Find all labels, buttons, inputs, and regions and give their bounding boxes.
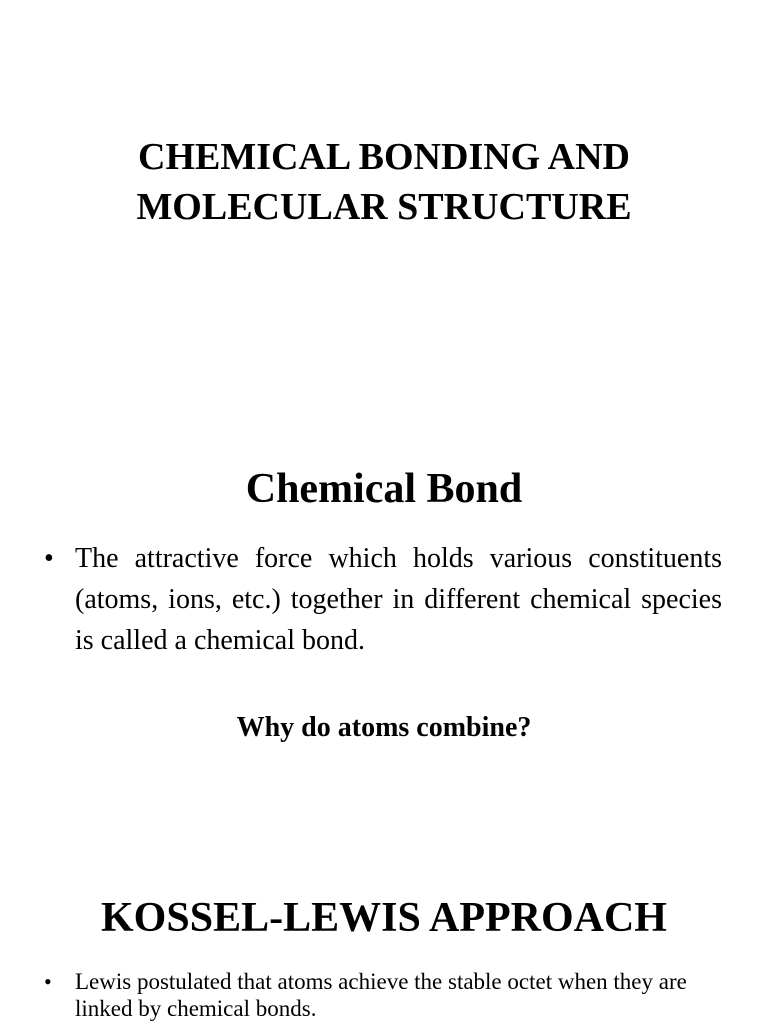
slide-title [0,0,768,420]
question-text: Why do atoms combine? [236,712,532,743]
slide-heading: KOSSEL-LEWIS APPROACH [101,895,667,941]
title-line-1: CHEMICAL BONDING AND [138,136,630,178]
bullet-icon: • [44,969,52,994]
slide-kossel-lewis [0,850,768,1024]
bullet-text: Lewis postulated that atoms achieve the stable octet when they are linked by chemical bonds. [75,969,687,1021]
page-title [60,132,708,232]
slide-chemical-bond [0,420,768,820]
slide-heading: Chemical Bond [245,466,523,512]
title-line-2: MOLECULAR STRUCTURE [136,186,632,228]
bullet-item [44,968,734,1022]
bullet-item [44,538,722,661]
bullet-icon: • [44,543,54,574]
bullet-text: The attractive force which holds various constituents (atoms, ions, etc.) together in different chemical species is called a chemical bond. [75,543,722,656]
